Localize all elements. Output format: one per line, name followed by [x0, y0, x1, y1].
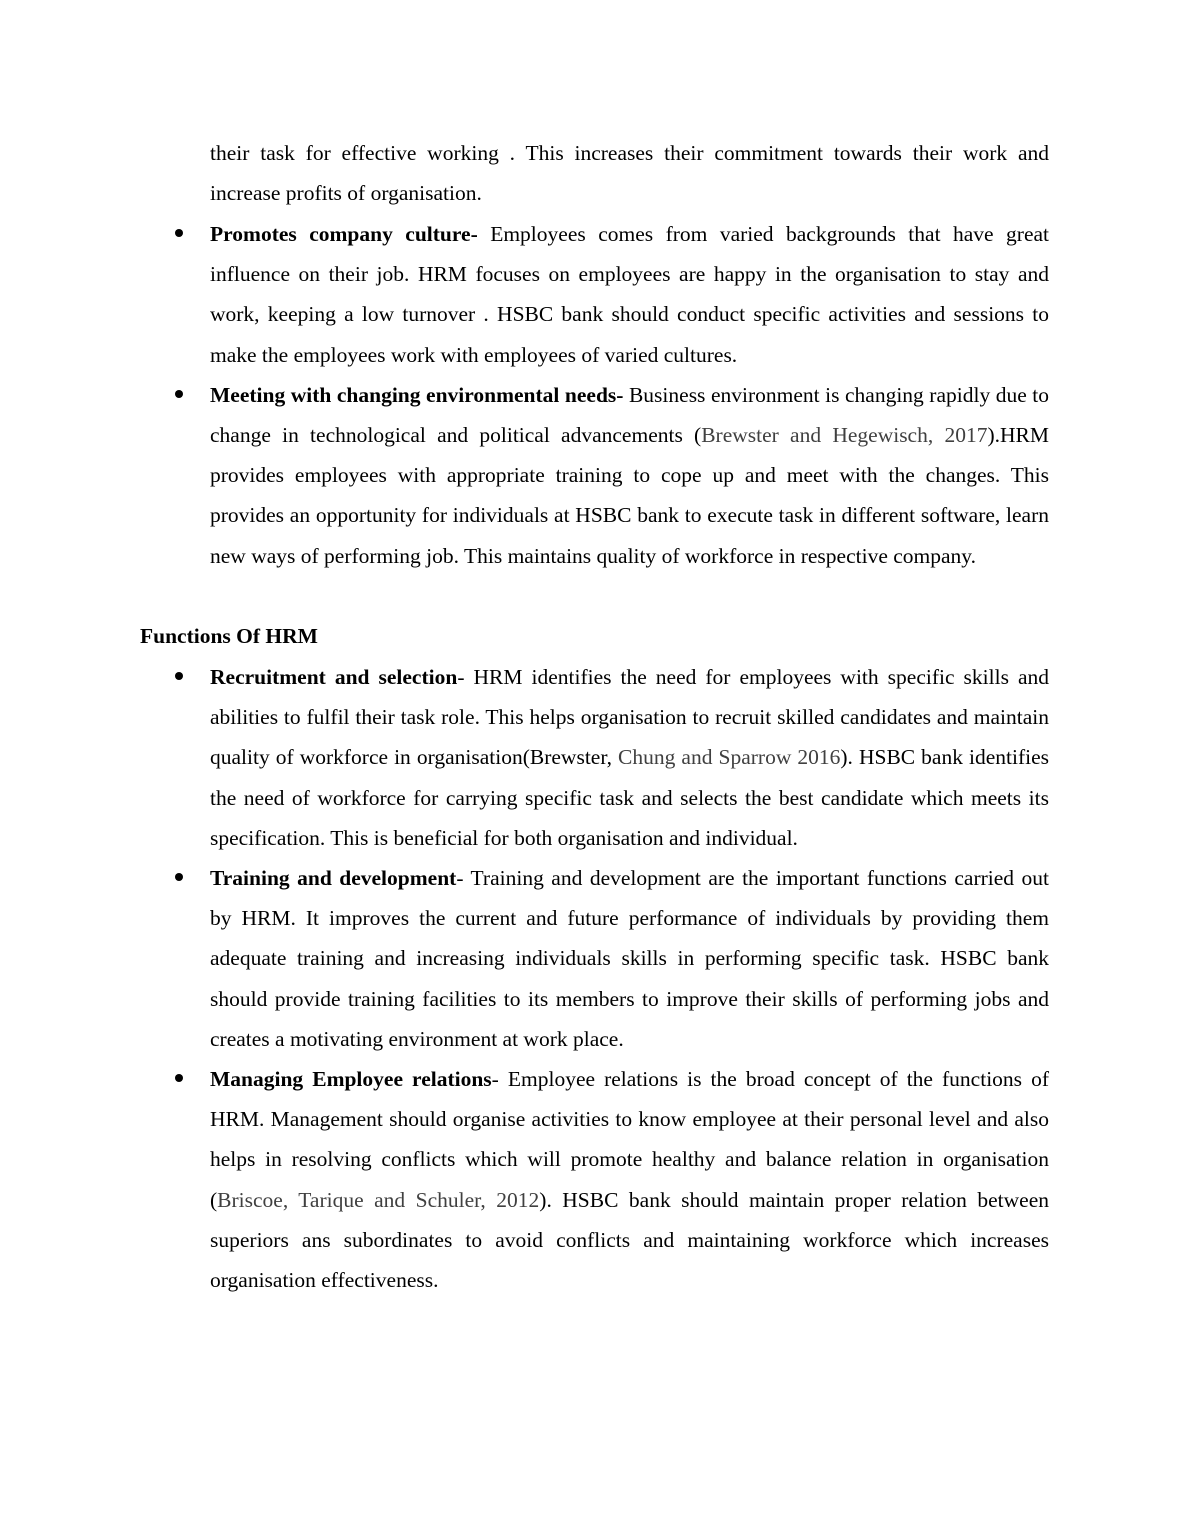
list-item — [210, 375, 1049, 576]
bullet-icon — [175, 672, 183, 680]
bullet-list-functions — [210, 657, 1049, 1300]
item-title: Meeting with changing environmental needs- — [210, 382, 624, 407]
list-item — [210, 858, 1049, 1059]
item-text: ). HSBC bank identifies the need of workforce for carrying specific task and selects the best candidate which meets its specification. This is beneficial for both organisation and individual. — [210, 745, 1049, 850]
item-title: Training and development — [210, 866, 457, 891]
item-text: Business environment is changing rapidly due to change in technological and political advancements ( — [210, 382, 1049, 448]
item-text: - HRM identifies the need for employees with specific skills and abilities to fulfil their task role. This helps organisation to recruit skilled candidates and maintain quality of workforce in organisation(Brewster, — [210, 665, 1049, 770]
list-item — [210, 657, 1049, 858]
bullet-icon — [175, 1074, 183, 1082]
list-item — [210, 1059, 1049, 1300]
bullet-icon — [175, 229, 183, 237]
bullet-icon — [175, 390, 183, 398]
section-heading: Functions Of HRM — [140, 624, 318, 648]
bullet-list-importance — [210, 214, 1049, 576]
item-text: Employees comes from varied backgrounds that have great influence on their job. HRM focuses on employees are happy in the organisation to stay and work, keeping a low turnover . HSBC bank should conduct specific activities and sessions to make the employees work with employees of varied cultures. — [210, 222, 1049, 367]
citation: Chung and Sparrow 2016 — [618, 745, 841, 770]
bullet-icon — [175, 873, 183, 881]
item-text: ). HSBC bank should maintain proper relation between superiors ans subordinates to avoid conflicts and maintaining workforce which increases organisation effectiveness. — [210, 1187, 1049, 1293]
list-item — [210, 214, 1049, 375]
item-text: - Employee relations is the broad concept of the functions of HRM. Management should organise activities to know employee at their personal level and also helps in resolving conflicts which will promote healthy and balance relation in organisation ( — [210, 1067, 1049, 1212]
citation: Brewster and Hegewisch, 2017 — [701, 423, 988, 448]
citation: Briscoe, Tarique and Schuler, 2012 — [217, 1187, 540, 1212]
continuation-paragraph: their task for effective working . This increases their commitment towards their work and increase profits of organisation. — [210, 141, 1049, 206]
item-text: - Training and development are the important functions carried out by HRM. It improves the current and future performance of individuals by providing them adequate training and increasing individuals skills in performing specific task. HSBC bank should provide training facilities to its members to improve their skills of performing jobs and creates a motivating environment at work place. — [210, 866, 1050, 1051]
item-text: ).HRM provides employees with appropriate training to cope up and meet with the changes. This provides an opportunity for individuals at HSBC bank to execute task in different software, learn new ways of performing job. This maintains quality of workforce in respective company. — [210, 423, 1049, 568]
item-title: Managing Employee relations — [210, 1067, 492, 1092]
item-title: Recruitment and selection — [210, 665, 458, 689]
item-title: Promotes company culture- — [210, 222, 478, 246]
